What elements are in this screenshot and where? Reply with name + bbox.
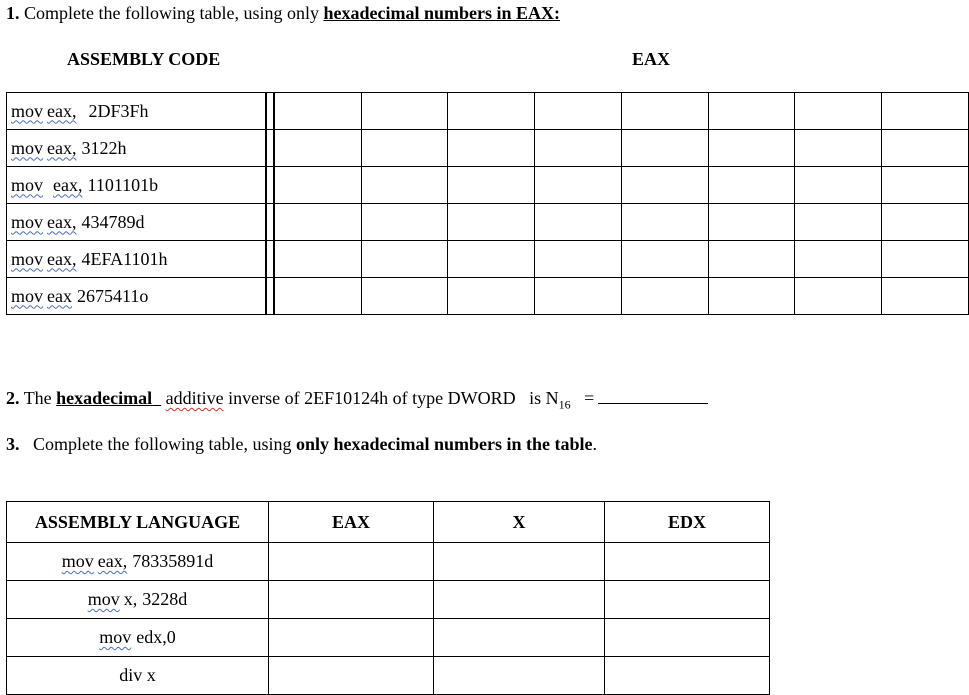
- q1-eax-nibble-cell[interactable]: [882, 130, 969, 167]
- q3-answer-cell[interactable]: [269, 581, 434, 619]
- q1-double-divider: [266, 241, 274, 278]
- q3-column-header: X: [434, 502, 605, 543]
- q1-eax-nibble-cell[interactable]: [708, 167, 795, 204]
- q1-eax-nibble-cell[interactable]: [361, 278, 448, 315]
- q1-double-divider: [266, 167, 274, 204]
- q1-mnemonic: mov: [11, 248, 44, 269]
- q3-mnemonic: mov: [99, 627, 132, 647]
- q1-double-divider: [266, 278, 274, 315]
- q3-operand: edx,0: [136, 627, 176, 647]
- q1-operand: 1101101b: [87, 174, 159, 195]
- q1-col-eax-header: EAX: [632, 49, 671, 69]
- q1-operand: 2675411o: [77, 285, 149, 306]
- q1-double-divider: [266, 204, 274, 241]
- q3-table-row: [7, 619, 770, 657]
- q3-column-header: ASSEMBLY LANGUAGE: [7, 502, 269, 543]
- q1-eax-nibble-cell[interactable]: [621, 130, 708, 167]
- q3-answer-cell[interactable]: [605, 581, 770, 619]
- q3-period: .: [592, 434, 597, 454]
- q1-eax-nibble-cell[interactable]: [274, 278, 361, 315]
- q3-answer-cell[interactable]: [269, 543, 434, 581]
- q3-table-header-row: [7, 502, 770, 543]
- q3-operand: 3228d: [142, 589, 188, 609]
- q1-eax-nibble-cell[interactable]: [882, 241, 969, 278]
- q1-eax-nibble-cell[interactable]: [708, 93, 795, 130]
- q2-is-n: is N: [529, 388, 559, 408]
- q1-heading: [6, 3, 560, 24]
- q1-number: 1.: [6, 3, 20, 23]
- q2-subscript: 16: [558, 397, 571, 412]
- q1-eax-nibble-cell[interactable]: [448, 278, 535, 315]
- q1-eax-nibble-cell[interactable]: [621, 204, 708, 241]
- q1-register: eax,: [47, 100, 77, 121]
- q1-eax-nibble-cell[interactable]: [535, 278, 622, 315]
- q1-text: Complete the following table, using only: [24, 3, 319, 23]
- q3-column-header: EDX: [605, 502, 770, 543]
- q1-eax-nibble-cell[interactable]: [708, 204, 795, 241]
- q1-table-row: [7, 130, 969, 167]
- q1-eax-nibble-cell[interactable]: [708, 278, 795, 315]
- q1-eax-nibble-cell[interactable]: [535, 204, 622, 241]
- q1-register: eax: [47, 285, 72, 306]
- q3-mnemonic: div x: [119, 665, 156, 685]
- q3-table-row: [7, 657, 770, 695]
- q1-eax-nibble-cell[interactable]: [621, 278, 708, 315]
- q1-operand: 4EFA1101h: [81, 248, 168, 269]
- q1-operand: 2DF3Fh: [88, 100, 149, 121]
- q1-code-cell: [7, 278, 266, 315]
- q3-mnemonic: mov: [87, 589, 120, 609]
- q1-code-cell: [7, 241, 266, 278]
- q1-eax-nibble-cell[interactable]: [795, 278, 882, 315]
- q1-eax-nibble-cell[interactable]: [882, 93, 969, 130]
- q1-mnemonic: mov: [11, 174, 44, 195]
- q1-eax-nibble-cell[interactable]: [274, 241, 361, 278]
- q1-eax-nibble-cell[interactable]: [795, 130, 882, 167]
- q1-eax-nibble-cell[interactable]: [274, 130, 361, 167]
- q1-register: eax,: [47, 137, 77, 158]
- q1-double-divider: [266, 93, 274, 130]
- q2-equals: =: [584, 388, 595, 408]
- q1-eax-nibble-cell[interactable]: [535, 241, 622, 278]
- q1-eax-nibble-cell[interactable]: [621, 93, 708, 130]
- q1-eax-nibble-cell[interactable]: [448, 130, 535, 167]
- q3-column-header: EAX: [269, 502, 434, 543]
- q3-instruction-cell: [7, 543, 269, 581]
- q2-text-post: inverse of 2EF10124h of type DWORD: [228, 388, 516, 408]
- q1-eax-nibble-cell[interactable]: [882, 278, 969, 315]
- q1-table-row: [7, 278, 969, 315]
- q1-eax-nibble-cell[interactable]: [274, 204, 361, 241]
- q3-text: Complete the following table, using: [33, 434, 292, 454]
- q1-eax-nibble-cell[interactable]: [448, 93, 535, 130]
- q1-eax-nibble-cell[interactable]: [274, 167, 361, 204]
- q1-eax-nibble-cell[interactable]: [448, 241, 535, 278]
- q1-mnemonic: mov: [11, 100, 44, 121]
- q1-eax-nibble-cell[interactable]: [535, 167, 622, 204]
- q1-eax-nibble-cell[interactable]: [708, 130, 795, 167]
- q1-code-cell: [7, 167, 266, 204]
- q2-number: 2.: [6, 388, 20, 408]
- q1-eax-nibble-cell[interactable]: [448, 204, 535, 241]
- q1-table-row: [7, 93, 969, 130]
- q3-answer-cell[interactable]: [434, 581, 605, 619]
- q3-answer-cell[interactable]: [269, 619, 434, 657]
- q3-instruction-cell: [7, 657, 269, 695]
- q1-eax-nibble-cell[interactable]: [795, 93, 882, 130]
- q1-code-cell: [7, 93, 266, 130]
- q2-text-pre: The: [23, 388, 52, 408]
- q1-eax-nibble-cell[interactable]: [361, 167, 448, 204]
- q1-register: eax,: [47, 248, 77, 269]
- q1-eax-nibble-cell[interactable]: [535, 130, 622, 167]
- q1-eax-nibble-cell[interactable]: [795, 167, 882, 204]
- q2-line: [6, 388, 708, 413]
- q1-code-cell: [7, 130, 266, 167]
- q1-mnemonic: mov: [11, 137, 44, 158]
- q3-operand: 78335891d: [132, 551, 214, 571]
- q1-eax-nibble-cell[interactable]: [621, 241, 708, 278]
- q1-col-code-header: ASSEMBLY CODE: [67, 49, 221, 69]
- q1-eax-nibble-cell[interactable]: [361, 241, 448, 278]
- q1-mnemonic: mov: [11, 211, 44, 232]
- q1-table-row: [7, 204, 969, 241]
- q2-answer-blank[interactable]: [598, 389, 708, 404]
- q3-register: eax,: [97, 551, 128, 571]
- q1-register: eax,: [53, 174, 83, 195]
- q3-register: x,: [123, 589, 138, 609]
- q1-operand: 434789d: [81, 211, 145, 232]
- q3-number: 3.: [6, 434, 20, 454]
- q1-eax-nibble-cell[interactable]: [882, 204, 969, 241]
- q3-answer-cell[interactable]: [605, 543, 770, 581]
- q3-answer-cell[interactable]: [605, 657, 770, 695]
- q2-additive: additive: [165, 388, 224, 408]
- q1-eax-nibble-cell[interactable]: [448, 167, 535, 204]
- q3-answer-cell[interactable]: [434, 657, 605, 695]
- q3-answer-cell[interactable]: [434, 543, 605, 581]
- q1-eax-nibble-cell[interactable]: [795, 241, 882, 278]
- q1-table-row: [7, 167, 969, 204]
- q3-mnemonic: mov: [61, 551, 94, 571]
- q1-double-divider: [266, 130, 274, 167]
- q1-eax-nibble-cell[interactable]: [361, 130, 448, 167]
- q1-eax-nibble-cell[interactable]: [274, 93, 361, 130]
- q1-operand: 3122h: [81, 137, 127, 158]
- q3-emphasis: only hexadecimal numbers in the table: [295, 434, 593, 454]
- q3-instruction-cell: [7, 619, 269, 657]
- q1-table-row: [7, 241, 969, 278]
- q1-eax-nibble-cell[interactable]: [795, 204, 882, 241]
- q3-answer-cell[interactable]: [434, 619, 605, 657]
- q1-eax-nibble-cell[interactable]: [621, 167, 708, 204]
- q1-register: eax,: [47, 211, 77, 232]
- q1-code-cell: [7, 204, 266, 241]
- q3-table: [6, 501, 770, 695]
- q1-eax-nibble-cell[interactable]: [361, 204, 448, 241]
- q1-table: [6, 92, 969, 315]
- q2-emphasis: hexadecimal: [56, 388, 153, 408]
- q3-answer-cell[interactable]: [269, 657, 434, 695]
- q1-emphasis: hexadecimal numbers in EAX:: [323, 3, 560, 23]
- q1-eax-nibble-cell[interactable]: [361, 93, 448, 130]
- q3-instruction-cell: [7, 581, 269, 619]
- q1-eax-nibble-cell[interactable]: [708, 241, 795, 278]
- q3-table-row: [7, 543, 770, 581]
- q3-heading: [6, 434, 597, 455]
- q1-eax-nibble-cell[interactable]: [882, 167, 969, 204]
- q1-eax-nibble-cell[interactable]: [535, 93, 622, 130]
- q3-table-row: [7, 581, 770, 619]
- q3-answer-cell[interactable]: [605, 619, 770, 657]
- q1-mnemonic: mov: [11, 285, 44, 306]
